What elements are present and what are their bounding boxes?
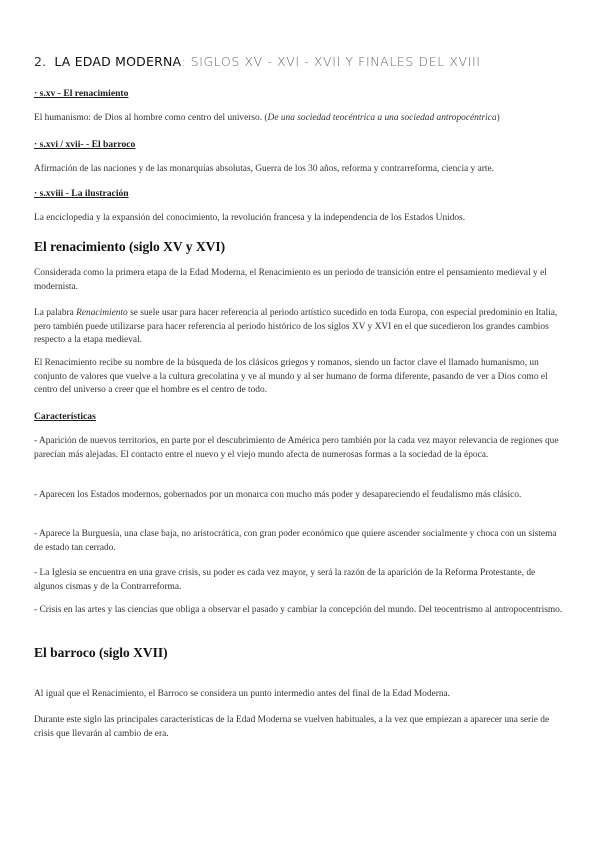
heading-barroco: El barroco (siglo XVII) bbox=[34, 645, 168, 660]
list-item: - Aparece la Burguesía, una clase baja, no aristocrática, con gran poder económico que quiere ascender socialmente y choca con un sistema de estado tan cerrado. bbox=[34, 529, 557, 553]
section-text-renacimiento: El humanismo: de Dios al hombre como centro del universo. (De una sociedad teocéntrica a una sociedad antropocéntrica) bbox=[34, 113, 500, 123]
renacimiento-paragraph-2: La palabra Renacimiento se suele usar para hacer referencia al periodo artístico sucedido en toda Europa, con especial predominio en Italia, pero también puede utilizarse para hacer referencia al periodo histórico de los siglos XV y XVI en el que sucedieron los grandes cambios respecto a la etapa medieval. bbox=[34, 308, 558, 345]
renacimiento-paragraph-3: El Renacimiento recibe su nombre de la búsqueda de los clásicos griegos y romanos, siendo un factor clave el llamado humanismo, un conjunto de valores que vuelve a la cultura grecolatina y ve al mundo y al ser humano de forma diferente, pasando de ver a Dios como el centro del universo a creer que el hombre es el centro de todo. bbox=[34, 358, 548, 395]
barroco-paragraph-2: Durante este siglo las principales características de la Edad Moderna se vuelven habituales, a la vez que empiezan a aparecer una serie de crisis que llevarán al cambio de era. bbox=[34, 715, 550, 739]
section-label-renacimiento: · s.xv - El renacimiento bbox=[34, 88, 129, 99]
title-number: 2. bbox=[34, 54, 47, 69]
list-item: - La Iglesia se encuentra en una grave crisis, su poder es cada vez mayor, y será la razón de la aparición de la Reforma Protestante, de algunos cismas y de la Contrarreforma. bbox=[34, 568, 536, 592]
list-item: - Aparecen los Estados modernos, gobernados por un monarca con mucho más poder y desapareciendo el feudalismo más clásico. bbox=[34, 490, 522, 500]
barroco-paragraph-1: Al igual que el Renacimiento, el Barroco se considera un punto intermedio antes del final de la Edad Moderna. bbox=[34, 689, 451, 699]
renacimiento-paragraph-1: Considerada como la primera etapa de la Edad Moderna, el Renacimiento es un periodo de transición entre el pensamiento medieval y el modernista. bbox=[34, 268, 547, 292]
section-text-barroco: Afirmación de las naciones y de las monarquías absolutas, Guerra de los 30 años, reforma y contrarreforma, ciencia y arte. bbox=[34, 164, 494, 174]
section-text-ilustracion: La enciclopedia y la expansión del conocimiento, la revolución francesa y la independencia de los Estados Unidos. bbox=[34, 213, 466, 223]
caracteristicas-label: Características bbox=[34, 411, 96, 422]
title-main: LA EDAD MODERNA bbox=[54, 54, 182, 69]
section-label-barroco: · s.xvi / xvii- - El barroco bbox=[34, 139, 136, 150]
section-label-ilustracion: · s.xviii - La ilustración bbox=[34, 188, 129, 199]
page-title bbox=[34, 54, 566, 69]
title-subtitle: : SIGLOS XV - XVI - XVII Y FINALES DEL XVIII bbox=[181, 54, 481, 69]
list-item: - Aparición de nuevos territorios, en parte por el descubrimiento de América pero también por la cada vez mayor relevancia de regiones que parecían más alejadas. El contacto entre el nuevo y el viejo mundo afecta de numerosas formas a la sociedad de la época. bbox=[34, 436, 559, 460]
list-item: - Crisis en las artes y las ciencias que obliga a observar el pasado y cambiar la concepción del mundo. Del teocentrismo al antropocentrismo. bbox=[34, 605, 563, 615]
heading-renacimiento: El renacimiento (siglo XV y XVI) bbox=[34, 239, 226, 254]
